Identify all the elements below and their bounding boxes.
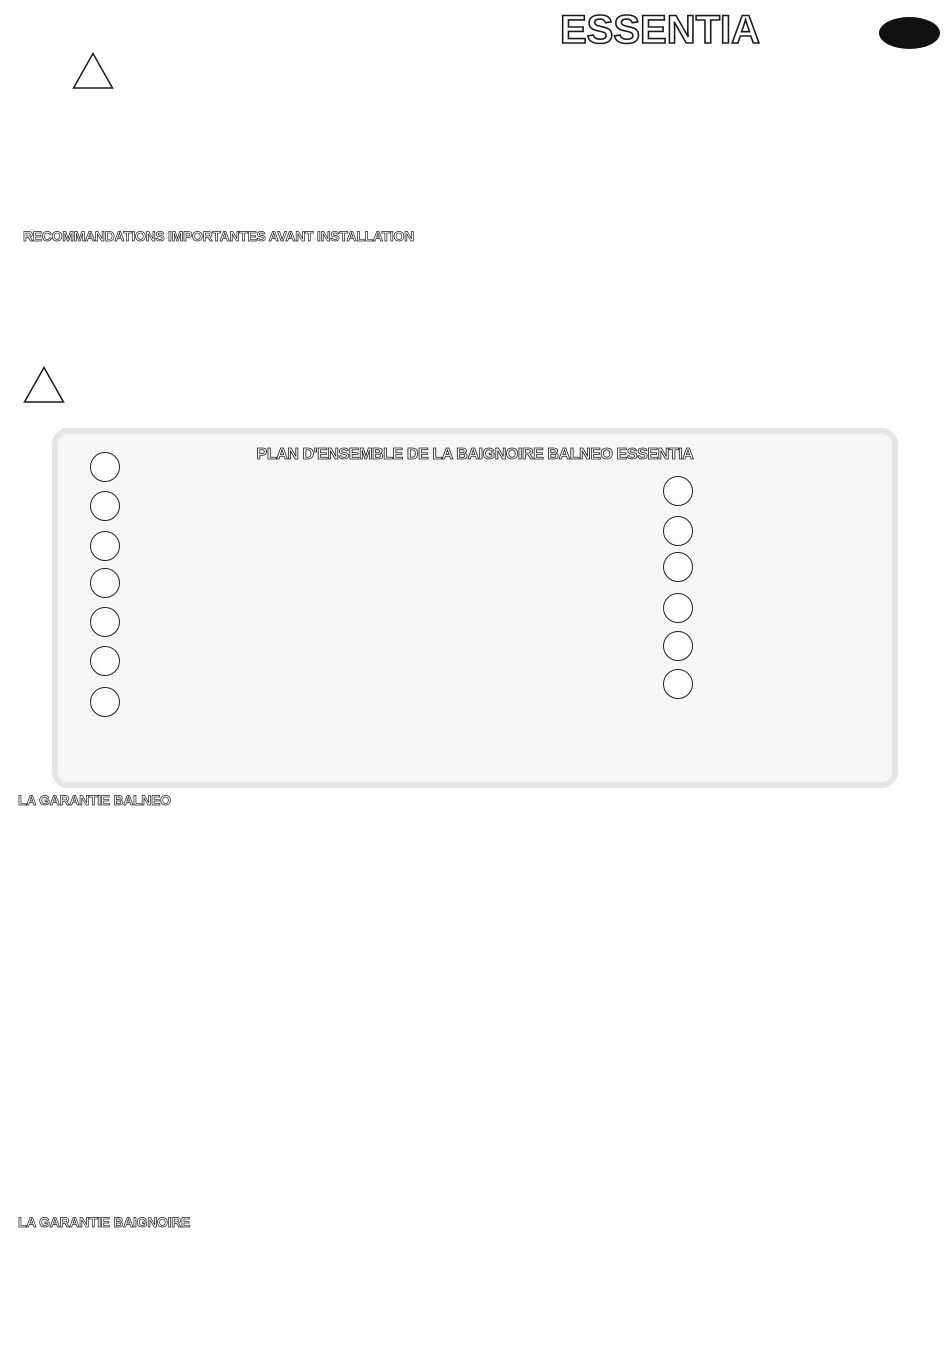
heading-recommandations: RECOMMANDATIONS IMPORTANTES AVANT INSTALLATION [23, 228, 414, 244]
warning-triangle-icon [72, 52, 114, 90]
callout-marker [663, 476, 693, 506]
callout-marker [663, 631, 693, 661]
language-badge [879, 17, 940, 49]
heading-garantie-balneo: LA GARANTIE BALNEO [18, 792, 171, 808]
callout-marker [90, 568, 120, 598]
callout-marker [90, 607, 120, 637]
callout-marker [663, 516, 693, 546]
callout-marker [663, 669, 693, 699]
callout-marker [90, 531, 120, 561]
callout-marker [90, 687, 120, 717]
callout-marker [663, 593, 693, 623]
plan-panel [52, 428, 898, 788]
warning-triangle-icon [23, 366, 65, 404]
heading-garantie-baignoire: LA GARANTIE BAIGNOIRE [18, 1214, 191, 1230]
brand-title: ESSENTIA [560, 8, 761, 52]
callout-marker [90, 491, 120, 521]
callout-marker [90, 646, 120, 676]
plan-title: PLAN D'ENSEMBLE DE LA BAIGNOIRE BALNEO ESSENTIA [256, 446, 694, 463]
callout-marker [90, 452, 120, 482]
callout-marker [663, 552, 693, 582]
